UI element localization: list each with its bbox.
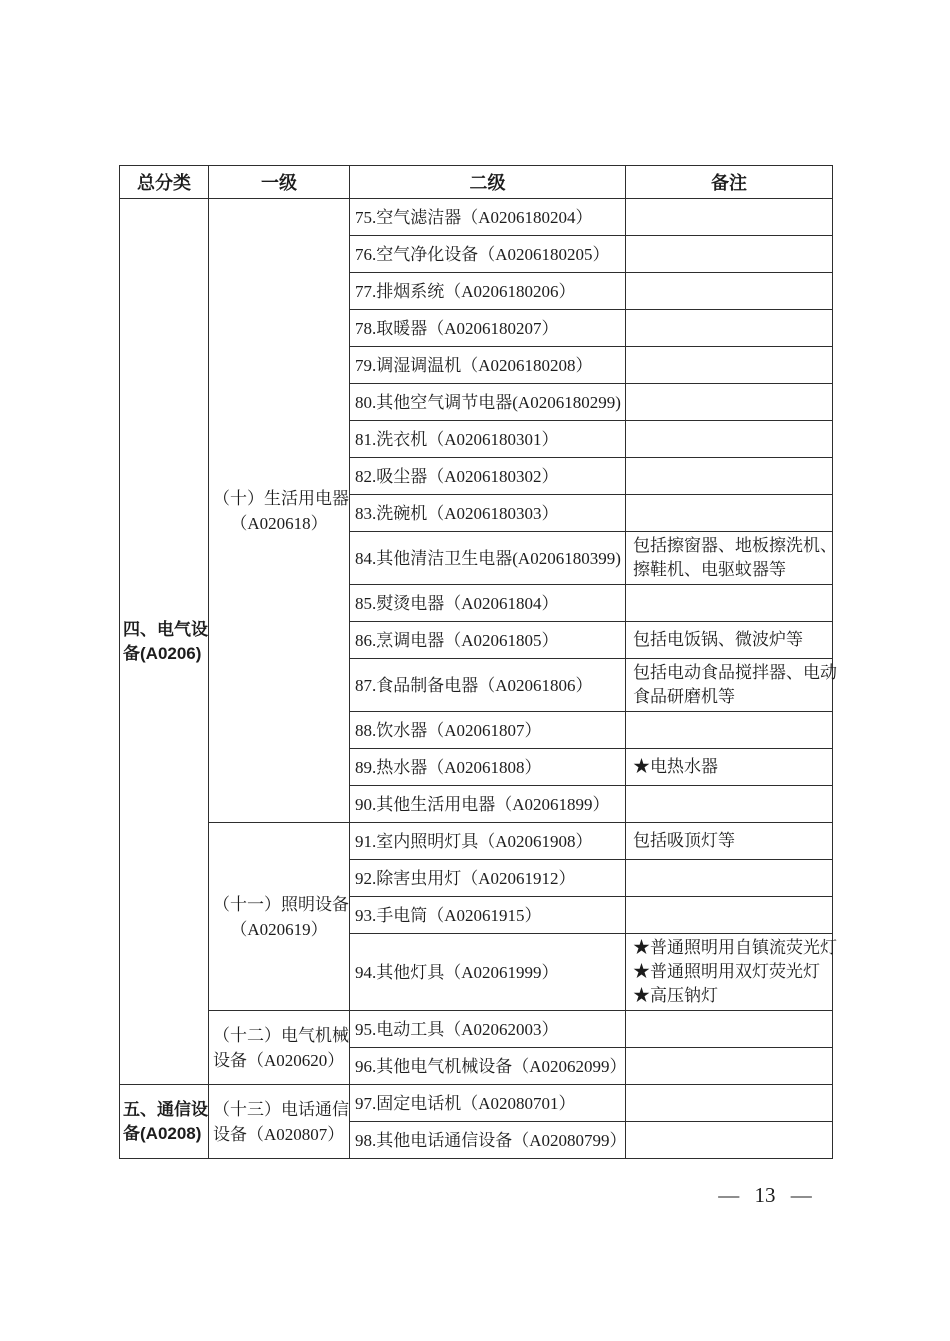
remark-cell-line: 包括电动食品搅拌器、电动 (633, 663, 837, 682)
remark-cell (626, 585, 833, 622)
level1-cell-line: 设备（A020807） (213, 1124, 345, 1144)
remark-cell (626, 1085, 833, 1122)
remark-cell (626, 1122, 833, 1159)
level2-cell (350, 659, 626, 712)
level2-cell-line: 84.其他清洁卫生电器(A0206180399) (355, 548, 621, 568)
level2-cell (350, 786, 626, 823)
remark-cell-line: 包括吸顶灯等 (633, 831, 735, 850)
level2-cell-line: 98.其他电话通信设备（A02080799） (355, 1130, 627, 1150)
header-remarks: 备注 (626, 166, 833, 199)
level1-cell (209, 1011, 350, 1085)
level2-cell (350, 897, 626, 934)
level2-cell (350, 495, 626, 532)
level2-cell-line: 78.取暖器（A0206180207） (355, 318, 559, 338)
level2-cell-line: 82.吸尘器（A0206180302） (355, 466, 559, 486)
level2-cell-line: 76.空气净化设备（A0206180205） (355, 244, 610, 264)
remark-cell-line: 擦鞋机、电驱蚊器等 (633, 560, 786, 579)
level2-cell-line: 75.空气滤洁器（A0206180204） (355, 207, 593, 227)
level2-cell-line: 77.排烟系统（A0206180206） (355, 281, 576, 301)
level2-cell (350, 1011, 626, 1048)
general-category-cell-line: 备(A0208) (123, 1123, 202, 1143)
level1-cell (209, 199, 350, 823)
level2-cell-line: 85.熨烫电器（A02061804） (355, 593, 559, 613)
level2-cell-line: 93.手电筒（A02061915） (355, 905, 542, 925)
level1-cell-line: 设备（A020620） (213, 1050, 345, 1070)
level2-cell (350, 585, 626, 622)
remark-cell (626, 310, 833, 347)
level1-cell-line: （十三）电话通信 (213, 1099, 349, 1119)
level1-cell-line: （A020619） (230, 919, 328, 939)
remark-cell-line: ★普通照明用双灯荧光灯 (633, 962, 820, 981)
remark-cell (626, 458, 833, 495)
remark-cell (626, 347, 833, 384)
level1-cell (209, 823, 350, 1011)
level1-cell (209, 1085, 350, 1159)
level2-cell (350, 823, 626, 860)
remark-cell (626, 273, 833, 310)
remark-cell (626, 934, 837, 1011)
remark-cell-line: ★高压钠灯 (633, 986, 718, 1005)
level2-cell (350, 384, 626, 421)
remark-cell (626, 1011, 833, 1048)
level2-cell-line: 97.固定电话机（A02080701） (355, 1093, 576, 1113)
general-category-cell-line: 四、电气设 (123, 619, 208, 639)
level2-cell-line: 83.洗碗机（A0206180303） (355, 503, 559, 523)
level1-cell-line: （十）生活用电器 (213, 488, 349, 508)
remark-cell (626, 532, 837, 585)
level1-cell-line: （十一）照明设备 (213, 894, 349, 914)
level2-cell (350, 310, 626, 347)
level2-cell-line: 89.热水器（A02061808） (355, 757, 542, 777)
level2-cell-line: 91.室内照明灯具（A02061908） (355, 831, 593, 851)
remark-cell (626, 786, 833, 823)
page-number: — 13 — (718, 1183, 812, 1207)
remark-cell (626, 236, 833, 273)
level2-cell (350, 199, 626, 236)
table-body (120, 199, 837, 1159)
general-category-cell-line: 备(A0206) (123, 643, 202, 663)
level2-cell-line: 96.其他电气机械设备（A02062099） (355, 1056, 627, 1076)
level2-cell (350, 532, 626, 585)
level2-cell (350, 749, 626, 786)
remark-cell-line: 食品研磨机等 (633, 687, 735, 706)
remark-cell (626, 860, 833, 897)
level2-cell (350, 712, 626, 749)
remark-cell (626, 659, 837, 712)
remark-cell (626, 749, 833, 786)
remark-cell-line: 包括电饭锅、微波炉等 (633, 630, 803, 649)
header-general-category: 总分类 (120, 166, 209, 199)
level2-cell-line: 79.调湿调温机（A0206180208） (355, 355, 593, 375)
remark-cell (626, 421, 833, 458)
level2-cell (350, 236, 626, 273)
header-level-2: 二级 (350, 166, 626, 199)
remark-cell (626, 199, 833, 236)
level2-cell-line: 87.食品制备电器（A02061806） (355, 675, 593, 695)
table-row (120, 199, 833, 236)
level2-cell (350, 458, 626, 495)
level2-cell (350, 1085, 626, 1122)
table-row (120, 1085, 833, 1122)
level2-cell-line: 92.除害虫用灯（A02061912） (355, 868, 576, 888)
remark-cell (626, 823, 833, 860)
level2-cell (350, 934, 626, 1011)
table-row (120, 1011, 833, 1048)
level2-cell (350, 347, 626, 384)
remark-cell-line: ★电热水器 (633, 757, 718, 776)
level2-cell (350, 1048, 626, 1085)
remark-cell (626, 1048, 833, 1085)
level2-cell-line: 94.其他灯具（A02061999） (355, 962, 559, 982)
level2-cell-line: 95.电动工具（A02062003） (355, 1019, 559, 1039)
level2-cell-line: 81.洗衣机（A0206180301） (355, 429, 559, 449)
remark-cell (626, 897, 833, 934)
table-row (120, 823, 833, 860)
level2-cell (350, 273, 626, 310)
level2-cell-line: 90.其他生活用电器（A02061899） (355, 794, 610, 814)
general-category-cell (120, 1085, 209, 1159)
level2-cell (350, 421, 626, 458)
level2-cell-line: 80.其他空气调节电器(A0206180299) (355, 392, 621, 412)
remark-cell (626, 495, 833, 532)
header-level-1: 一级 (209, 166, 350, 199)
level2-cell (350, 860, 626, 897)
level2-cell (350, 622, 626, 659)
remark-cell-line: 包括擦窗器、地板擦洗机、 (633, 536, 837, 555)
table-header-row (120, 166, 833, 199)
remark-cell (626, 384, 833, 421)
remark-cell-line: ★普通照明用自镇流荧光灯 (633, 938, 837, 957)
level1-cell-line: （十二）电气机械 (213, 1025, 349, 1045)
general-category-cell (120, 199, 209, 1085)
remark-cell (626, 622, 833, 659)
remark-cell (626, 712, 833, 749)
level1-cell-line: （A020618） (230, 513, 328, 533)
level2-cell-line: 88.饮水器（A02061807） (355, 720, 542, 740)
level2-cell (350, 1122, 626, 1159)
general-category-cell-line: 五、通信设 (123, 1099, 208, 1119)
level2-cell-line: 86.烹调电器（A02061805） (355, 630, 559, 650)
classification-table (119, 165, 837, 1159)
